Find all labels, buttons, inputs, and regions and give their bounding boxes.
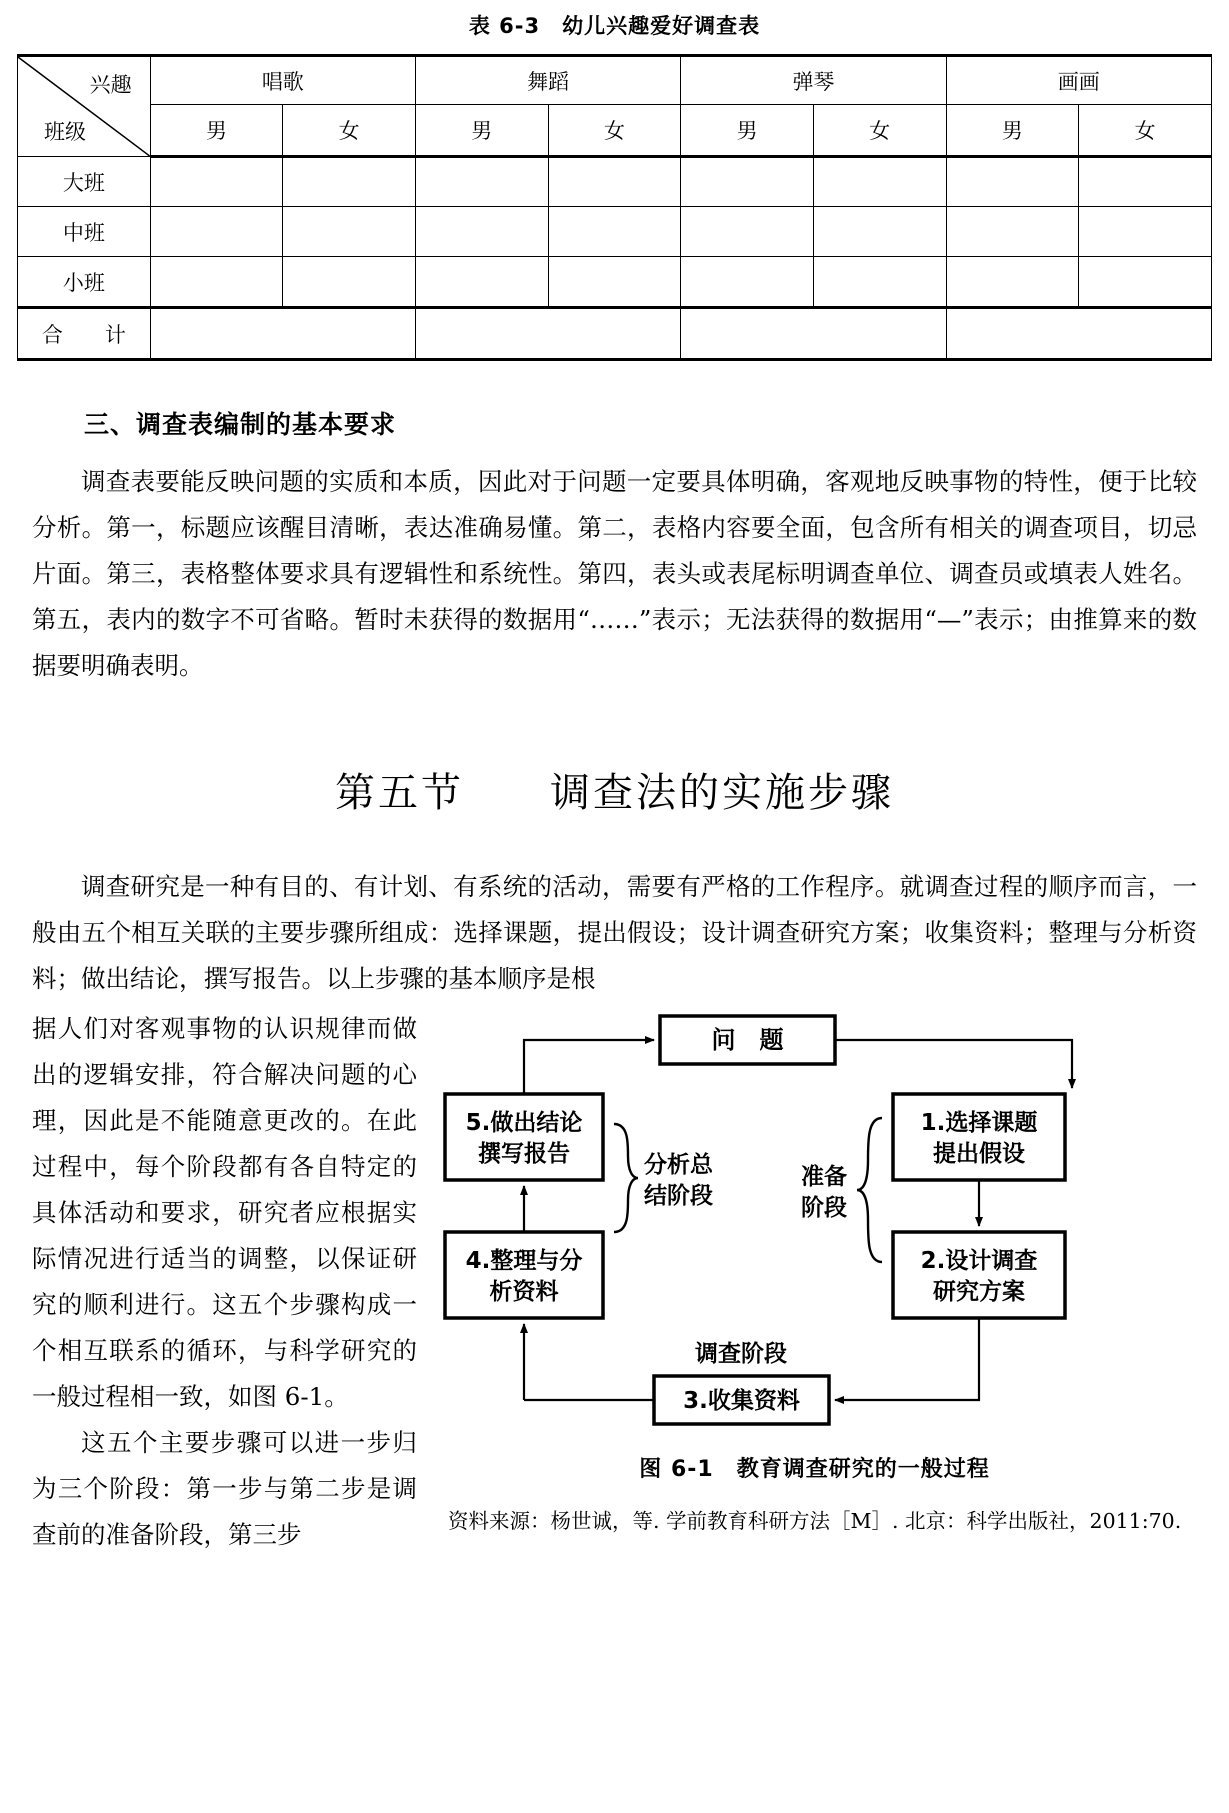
table-cell (813, 207, 946, 257)
paragraph-steps: 调查研究是一种有目的、有计划、有系统的活动，需要有严格的工作程序。就调查过程的顺序而言，一般由五个相互关联的主要步骤所组成：选择课题，提出假设；设计调查研究方案；收集资料；整理与分析资料；做出结论，撰写报告。以上步骤的基本顺序是根 (32, 872, 1197, 993)
sex-header: 男 (415, 105, 548, 157)
table-cell (150, 257, 283, 308)
node-step5-line1: 5.做出结论 (465, 1110, 583, 1136)
figure-6-1 (432, 1006, 1197, 1537)
section-heading: 第五节 调查法的实施步骤 (335, 770, 894, 816)
interest-group-header: 弹琴 (681, 56, 946, 105)
table-cell (681, 157, 814, 207)
table-cell (415, 157, 548, 207)
table-cell (150, 157, 283, 207)
total-cell (150, 308, 415, 360)
sex-header: 女 (548, 105, 681, 157)
table-title: 表 6-3 幼儿兴趣爱好调查表 (468, 14, 761, 38)
table-cell (1079, 157, 1212, 207)
node-step4-box (445, 1232, 603, 1318)
table-header-row-sex (18, 105, 1212, 157)
flowchart-svg (432, 1006, 1197, 1436)
node-step5-box (445, 1094, 603, 1180)
table-cell (946, 207, 1079, 257)
table-cell (681, 207, 814, 257)
sex-header: 女 (1079, 105, 1212, 157)
total-cell (681, 308, 946, 360)
table-cell (150, 207, 283, 257)
label-survey-stage: 调查阶段 (695, 1341, 787, 1367)
node-step4-line2: 析资料 (489, 1279, 559, 1305)
node-step3-label: 3.收集资料 (683, 1388, 800, 1414)
table-cell (813, 257, 946, 308)
table-cell (415, 207, 548, 257)
figure-caption: 图 6-1 教育调查研究的一般过程 (639, 1457, 990, 1482)
node-step2-line1: 2.设计调查 (920, 1248, 1038, 1274)
total-cell (415, 308, 680, 360)
row-label: 大班 (18, 157, 151, 207)
survey-table (17, 54, 1212, 361)
sex-header: 男 (150, 105, 283, 157)
sex-header: 女 (283, 105, 416, 157)
table-cell (548, 207, 681, 257)
table-cell (1079, 257, 1212, 308)
table-row (18, 207, 1212, 257)
node-step2-box (893, 1232, 1065, 1318)
node-step2-line2: 研究方案 (933, 1279, 1025, 1305)
figure-canvas (432, 1006, 1197, 1436)
edge-step2-to-step3 (835, 1318, 979, 1400)
left-text-column (32, 1006, 417, 1558)
left-paragraph: 这五个主要步骤可以进一步归为三个阶段：第一步与第二步是调查前的准备阶段，第三步 (32, 1428, 417, 1549)
table-cell (548, 157, 681, 207)
node-step1-box (893, 1094, 1065, 1180)
table-cell (283, 157, 416, 207)
table-corner-cell (18, 56, 151, 157)
table-row (18, 257, 1212, 308)
interest-group-header: 舞蹈 (415, 56, 680, 105)
table-cell (946, 257, 1079, 308)
row-label: 中班 (18, 207, 151, 257)
total-cell (946, 308, 1211, 360)
figure-source: 资料来源：杨世诚，等. 学前教育科研方法［M］. 北京：科学出版社，2011:70. (448, 1509, 1182, 1533)
corner-row-label: 班级 (44, 120, 86, 144)
table-total-row (18, 308, 1212, 360)
sex-header: 男 (681, 105, 814, 157)
node-step4-line1: 4.整理与分 (465, 1248, 583, 1274)
table-row (18, 157, 1212, 207)
brace-analysis (614, 1124, 638, 1232)
node-step1-line2: 提出假设 (933, 1141, 1025, 1167)
brace-prepare-line1: 准备 (801, 1164, 847, 1190)
corner-col-label: 兴趣 (89, 73, 132, 97)
node-problem-label: 问 题 (711, 1026, 784, 1054)
table-cell (813, 157, 946, 207)
brace-analysis-line1: 分析总 (644, 1152, 713, 1178)
subsection-heading: 三、调查表编制的基本要求 (84, 410, 397, 439)
total-row-label: 合 计 (18, 308, 151, 360)
sex-header: 女 (813, 105, 946, 157)
table-header-row-groups (18, 56, 1212, 105)
table-cell (283, 257, 416, 308)
brace-prepare-line2: 阶段 (801, 1195, 847, 1221)
edge-problem-to-step1 (835, 1040, 1072, 1088)
table-cell (283, 207, 416, 257)
table-cell (946, 157, 1079, 207)
node-step1-line1: 1.选择课题 (920, 1110, 1038, 1136)
interest-group-header: 唱歌 (150, 56, 415, 105)
text-figure-region (32, 1006, 1197, 1706)
table-cell (548, 257, 681, 308)
row-label: 小班 (18, 257, 151, 308)
brace-prepare (857, 1118, 882, 1262)
table-cell (415, 257, 548, 308)
paragraph-requirements: 调查表要能反映问题的实质和本质，因此对于问题一定要具体明确，客观地反映事物的特性，便于比较分析。第一，标题应该醒目清晰，表达准确易懂。第二，表格内容要全面，包含所有相关的调查项目，切忌片面。第三，表格整体要求具有逻辑性和系统性。第四，表头或表尾标明调查单位、调查员或填表人姓名。第五，表内的数字不可省略。暂时未获得的数据用“……”表示；无法获得的数据用“—”表示；由推算来的数据要明确表明。 (32, 467, 1197, 680)
left-paragraph: 据人们对客观事物的认识规律而做出的逻辑安排，符合解决问题的心理，因此是不能随意更改的。在此过程中，每个阶段都有各自特定的具体活动和要求，研究者应根据实际情况进行适当的调整，以保证研究的顺利进行。这五个步骤构成一个相互联系的循环，与科学研究的一般过程相一致，如图 6-1。 (32, 1014, 417, 1411)
sex-header: 男 (946, 105, 1079, 157)
table-cell (1079, 207, 1212, 257)
edge-loop-to-problem (524, 1040, 654, 1094)
interest-group-header: 画画 (946, 56, 1211, 105)
brace-analysis-line2: 结阶段 (644, 1183, 713, 1209)
node-step5-line2: 撰写报告 (478, 1141, 570, 1167)
table-cell (681, 257, 814, 308)
